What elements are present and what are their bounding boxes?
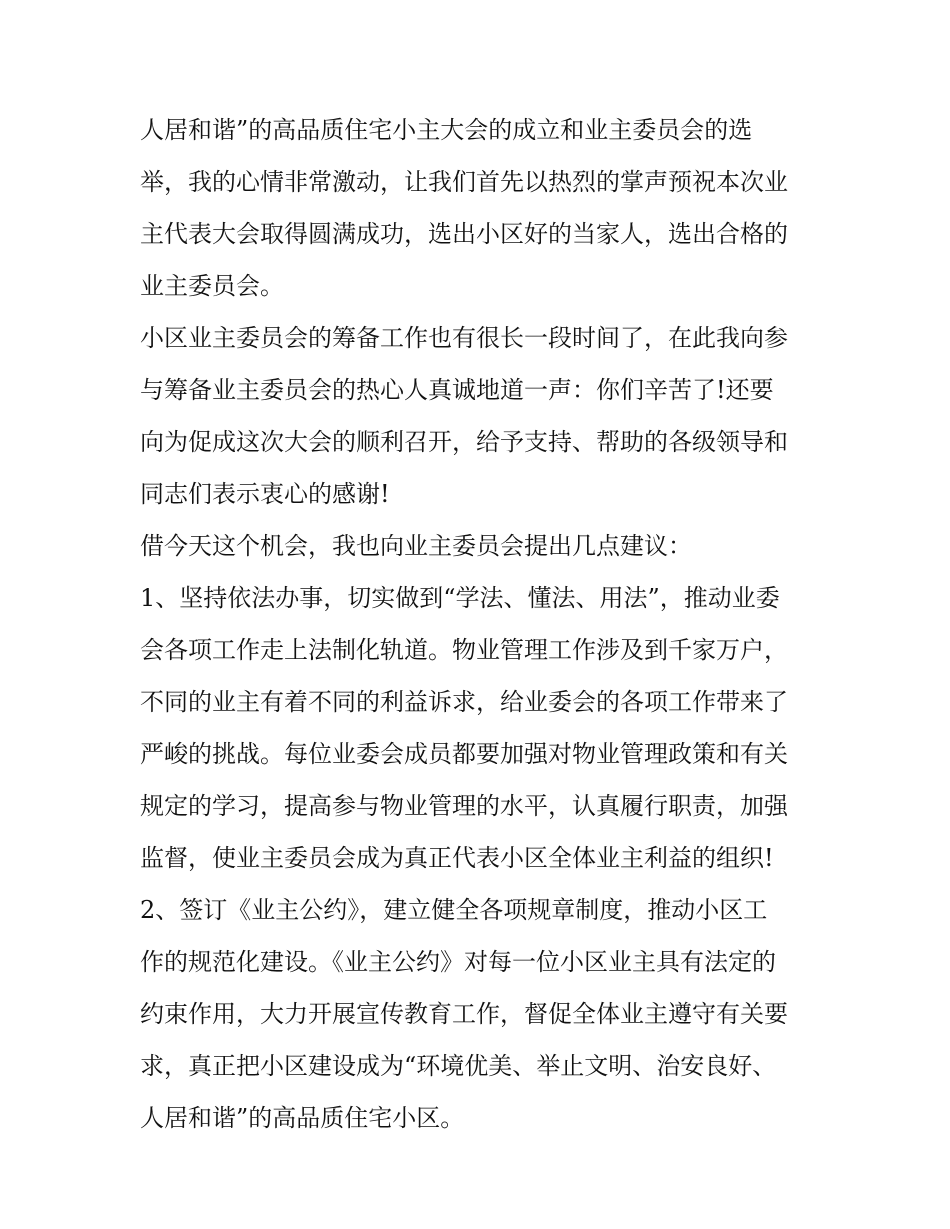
text-line: 举，我的心情非常激动，让我们首先以热烈的掌声预祝本次业 (140, 168, 788, 196)
text-line: 同志们表示衷心的感谢! (140, 480, 390, 508)
text-line: 借今天这个机会，我也向业主委员会提出几点建议： (140, 532, 692, 560)
text-line: 1、坚持依法办事，切实做到“学法、懂法、用法”，推动业委 (140, 584, 780, 612)
document-body (140, 104, 820, 1144)
text-line: 2、签订《业主公约》，建立健全各项规章制度，推动小区工 (140, 896, 768, 924)
text-line: 主代表大会取得圆满成功，选出小区好的当家人，选出合格的 (140, 220, 788, 248)
text-line: 人居和谐”的高品质住宅小区。 (140, 1104, 465, 1132)
text-line: 向为促成这次大会的顺利召开，给予支持、帮助的各级领导和 (140, 428, 788, 456)
text-line: 作的规范化建设。《业主公约》对每一位小区业主具有法定的 (140, 948, 776, 976)
text-line: 不同的业主有着不同的利益诉求，给业委会的各项工作带来了 (140, 688, 788, 716)
text-line: 严峻的挑战。每位业委会成员都要加强对物业管理政策和有关 (140, 740, 788, 768)
text-line: 求，真正把小区建设成为“环境优美、举止文明、治安良好、 (140, 1052, 777, 1080)
text-line: 监督，使业主委员会成为真正代表小区全体业主利益的组织! (140, 844, 774, 872)
text-line: 小区业主委员会的筹备工作也有很长一段时间了，在此我向参 (140, 324, 788, 352)
text-line: 规定的学习，提高参与物业管理的水平，认真履行职责，加强 (140, 792, 788, 820)
text-line: 与筹备业主委员会的热心人真诚地道一声：你们辛苦了!还要 (140, 376, 774, 404)
text-line: 会各项工作走上法制化轨道。物业管理工作涉及到千家万户， (140, 636, 788, 664)
text-line: 业主委员会。 (140, 272, 284, 300)
text-line: 约束作用，大力开展宣传教育工作，督促全体业主遵守有关要 (140, 1000, 788, 1028)
text-line: 人居和谐”的高品质住宅小主大会的成立和业主委员会的选 (140, 116, 753, 144)
